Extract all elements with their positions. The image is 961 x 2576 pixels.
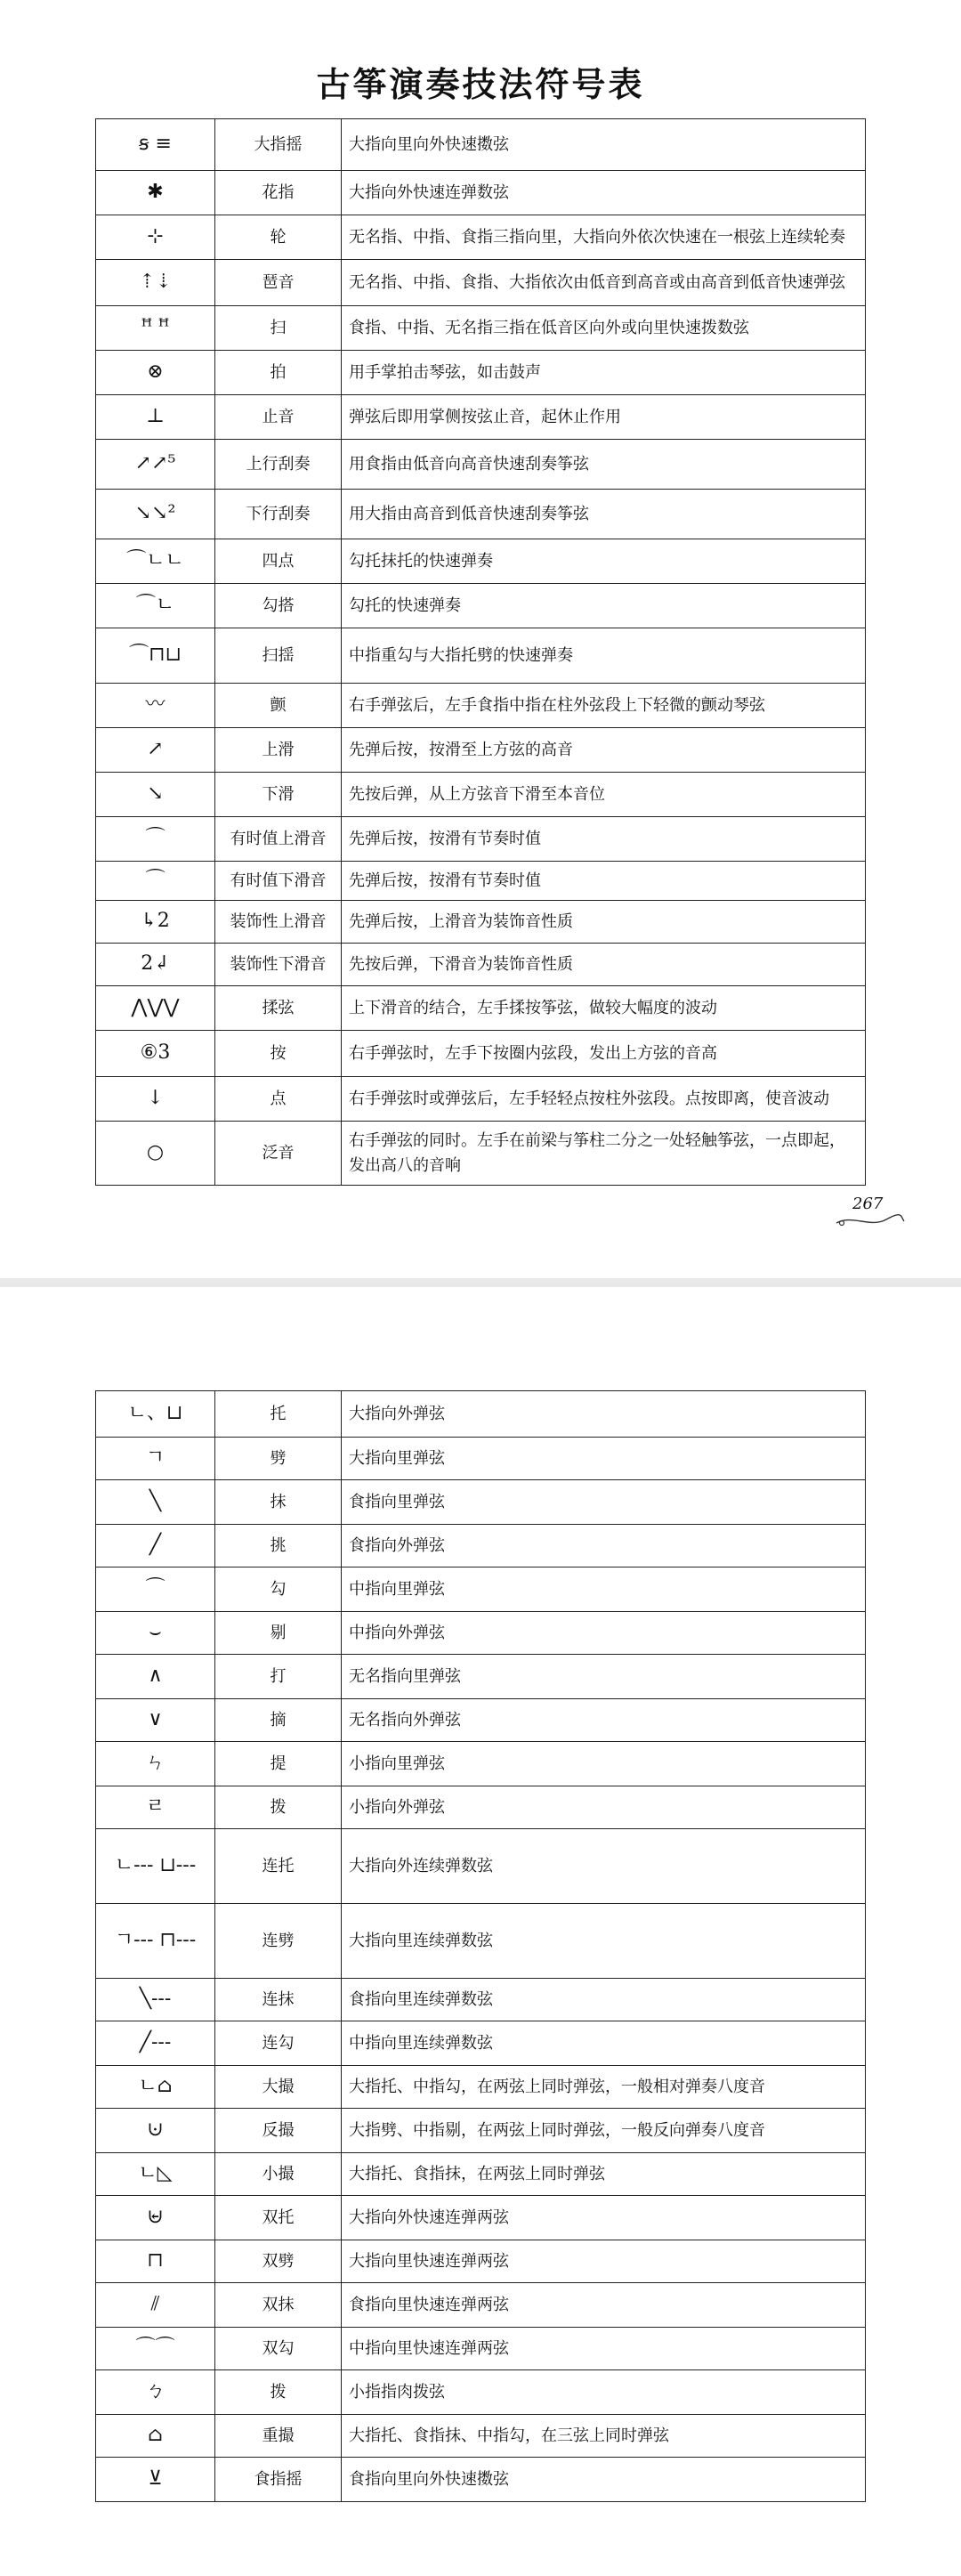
technique-name: 止音	[215, 395, 342, 440]
table-row	[96, 901, 866, 944]
technique-symbol-icon: ㄴ、⊔	[127, 1401, 183, 1424]
technique-name: 连托	[215, 1829, 342, 1904]
technique-symbol-icon: ⊌	[147, 2205, 164, 2228]
symbol-cell	[96, 1699, 215, 1742]
technique-symbol-icon: ⌒	[145, 1576, 166, 1600]
technique-name: 轮	[215, 215, 342, 260]
symbol-cell	[96, 1979, 215, 2021]
symbol-cell	[96, 901, 215, 944]
technique-symbol-icon: 2↲	[141, 952, 170, 975]
technique-description: 大指托、食指抹、中指勾，在三弦上同时弹弦	[342, 2415, 866, 2458]
technique-symbol-icon: ╲---	[139, 1987, 172, 2010]
technique-name: 反撮	[215, 2109, 342, 2153]
technique-name: 抹	[215, 1480, 342, 1525]
table-row	[96, 1525, 866, 1567]
technique-name: 小撮	[215, 2153, 342, 2196]
symbol-cell	[96, 2196, 215, 2240]
table-row	[96, 2021, 866, 2066]
table-row	[96, 440, 866, 490]
technique-name: 上行刮奏	[215, 440, 342, 490]
technique-name: 下行刮奏	[215, 490, 342, 539]
technique-description: 勾托的快速弹奏	[342, 584, 866, 628]
table-row	[96, 1829, 866, 1904]
technique-description: 先按后弹，从上方弦音下滑至本音位	[342, 773, 866, 817]
symbol-cell	[96, 1391, 215, 1438]
table-row	[96, 2066, 866, 2109]
technique-description: 小指向里弹弦	[342, 1742, 866, 1786]
technique-symbol-icon: ⑥3	[140, 1041, 171, 1064]
technique-name: 勾	[215, 1567, 342, 1612]
symbol-cell	[96, 351, 215, 395]
technique-name: 提	[215, 1742, 342, 1786]
symbol-cell	[96, 2370, 215, 2415]
technique-description: 食指向里连续弹数弦	[342, 1979, 866, 2021]
technique-description: 大指向外连续弹数弦	[342, 1829, 866, 1904]
symbol-cell	[96, 1077, 215, 1122]
technique-name: 双劈	[215, 2240, 342, 2283]
symbol-cell	[96, 2153, 215, 2196]
technique-description: 无名指向里弹弦	[342, 1655, 866, 1699]
technique-description: 勾托抹托的快速弹奏	[342, 539, 866, 584]
technique-description: 用大指由高音到低音快速刮奏筝弦	[342, 490, 866, 539]
technique-name: 挑	[215, 1525, 342, 1567]
technique-description: 大指向外快速连弹两弦	[342, 2196, 866, 2240]
symbol-cell	[96, 817, 215, 862]
technique-symbol-icon: ↘	[147, 782, 164, 805]
table-row	[96, 1742, 866, 1786]
table-row	[96, 986, 866, 1031]
technique-symbol-icon: ⌂	[148, 2423, 163, 2446]
table-row	[96, 1480, 866, 1525]
technique-name: 泛音	[215, 1122, 342, 1186]
symbol-cell	[96, 440, 215, 490]
symbol-cell	[96, 1031, 215, 1077]
technique-description: 大指向外快速连弹数弦	[342, 171, 866, 215]
table-row	[96, 119, 866, 171]
technique-symbol-icon: ㄱ	[145, 1446, 166, 1469]
technique-description: 大指向里弹弦	[342, 1438, 866, 1480]
table-row	[96, 1699, 866, 1742]
technique-name: 琶音	[215, 260, 342, 306]
table-row	[96, 1031, 866, 1077]
technique-description: 大指劈、中指剔，在两弦上同时弹弦，一般反向弹奏八度音	[342, 2109, 866, 2153]
technique-symbol-icon: ⌒	[145, 868, 166, 891]
technique-name: 打	[215, 1655, 342, 1699]
table-row	[96, 2196, 866, 2240]
technique-description: 中指向里弹弦	[342, 1567, 866, 1612]
technique-description: 用食指由低音向高音快速刮奏筝弦	[342, 440, 866, 490]
technique-name: 装饰性下滑音	[215, 944, 342, 986]
technique-name: 劈	[215, 1438, 342, 1480]
technique-name: 双勾	[215, 2328, 342, 2370]
symbol-cell	[96, 1525, 215, 1567]
technique-symbol-icon: ⌒ㄴ	[135, 593, 175, 616]
table-row	[96, 2458, 866, 2502]
page-number-ornament	[835, 1195, 906, 1230]
technique-symbol-icon: ꞩ ≡	[139, 132, 172, 155]
technique-symbol-icon: 〰	[145, 693, 166, 716]
symbol-cell	[96, 2066, 215, 2109]
technique-symbol-icon: ✱	[147, 180, 164, 203]
technique-name: 勾搭	[215, 584, 342, 628]
technique-description: 上下滑音的结合，左手揉按筝弦，做较大幅度的波动	[342, 986, 866, 1031]
technique-symbol-icon: ⌒ㄴㄴ	[126, 548, 184, 571]
technique-name: 连抹	[215, 1979, 342, 2021]
technique-description: 食指向里向外快速擞弦	[342, 2458, 866, 2502]
symbol-cell	[96, 1904, 215, 1979]
technique-name: 装饰性上滑音	[215, 901, 342, 944]
technique-name: 颤	[215, 684, 342, 728]
technique-name: 托	[215, 1391, 342, 1438]
table-row	[96, 1077, 866, 1122]
technique-name: 上滑	[215, 728, 342, 773]
symbol-cell	[96, 1612, 215, 1655]
technique-symbol-icon: ╲	[149, 1489, 162, 1512]
technique-name: 摘	[215, 1699, 342, 1742]
symbol-cell	[96, 1567, 215, 1612]
symbol-cell	[96, 986, 215, 1031]
technique-symbol-icon: ∧	[148, 1664, 163, 1687]
symbol-cell	[96, 773, 215, 817]
technique-description: 中指向里快速连弹两弦	[342, 2328, 866, 2370]
technique-symbol-icon: ↗↗⁵	[134, 451, 176, 474]
technique-symbol-icon: ⊓	[147, 2248, 164, 2272]
technique-name: 点	[215, 1077, 342, 1122]
technique-description: 食指向里弹弦	[342, 1480, 866, 1525]
technique-name: 双托	[215, 2196, 342, 2240]
technique-description: 右手弹弦的同时。左手在前梁与筝柱二分之一处轻触筝弦，一点即起，发出高八的音响	[342, 1122, 866, 1186]
table-row	[96, 944, 866, 986]
symbol-cell	[96, 119, 215, 171]
technique-description: 小指向外弹弦	[342, 1786, 866, 1829]
technique-name: 拨	[215, 1786, 342, 1829]
technique-symbol-icon: ꟸ ꟸ	[141, 315, 170, 338]
symbol-cell	[96, 1742, 215, 1786]
symbol-cell	[96, 584, 215, 628]
symbol-cell	[96, 2415, 215, 2458]
technique-name: 剔	[215, 1612, 342, 1655]
table-row	[96, 306, 866, 351]
symbol-cell	[96, 215, 215, 260]
technique-description: 中指向里连续弹数弦	[342, 2021, 866, 2066]
technique-symbol-icon: ╱	[149, 1533, 162, 1556]
technique-symbol-icon: ⌣	[149, 1620, 162, 1643]
symbol-cell	[96, 2109, 215, 2153]
technique-description: 食指、中指、无名指三指在低音区向外或向里快速拨数弦	[342, 306, 866, 351]
technique-description: 大指向里连续弹数弦	[342, 1904, 866, 1979]
technique-symbol-icon: ↳2	[141, 909, 170, 932]
technique-name: 有时值上滑音	[215, 817, 342, 862]
technique-description: 中指重勾与大指托劈的快速弹奏	[342, 628, 866, 684]
symbol-cell	[96, 490, 215, 539]
technique-description: 食指向里快速连弹两弦	[342, 2283, 866, 2328]
technique-symbol-icon: ∨	[148, 1707, 163, 1730]
table-row	[96, 628, 866, 684]
technique-symbol-icon: ㄴ◺	[138, 2161, 173, 2184]
technique-symbol-icon: ⋀⋁⋁	[131, 995, 180, 1018]
technique-name: 按	[215, 1031, 342, 1077]
technique-symbol-icon: ⇡⇣	[139, 270, 172, 293]
technique-description: 无名指、中指、食指三指向里，大指向外依次快速在一根弦上连续轮奏	[342, 215, 866, 260]
technique-name: 四点	[215, 539, 342, 584]
table-row	[96, 1612, 866, 1655]
technique-description: 大指向里向外快速擞弦	[342, 119, 866, 171]
symbol-cell	[96, 2021, 215, 2066]
table-row	[96, 2328, 866, 2370]
technique-symbol-icon: ⌒	[145, 826, 166, 849]
technique-name: 花指	[215, 171, 342, 215]
table-row	[96, 260, 866, 306]
table-row	[96, 684, 866, 728]
technique-description: 大指向里快速连弹两弦	[342, 2240, 866, 2283]
table-row	[96, 395, 866, 440]
table-row	[96, 2240, 866, 2283]
technique-name: 连勾	[215, 2021, 342, 2066]
table-row	[96, 1567, 866, 1612]
table-row	[96, 1438, 866, 1480]
technique-symbol-icon: ↘↘²	[134, 501, 176, 524]
technique-name: 双抹	[215, 2283, 342, 2328]
technique-name: 扫	[215, 306, 342, 351]
symbol-cell	[96, 728, 215, 773]
technique-description: 无名指、中指、食指、大指依次由低音到高音或由高音到低音快速弹弦	[342, 260, 866, 306]
technique-description: 小指指肉拨弦	[342, 2370, 866, 2415]
table-row	[96, 1786, 866, 1829]
page-title: 古筝演奏技法符号表	[316, 64, 645, 104]
table-row	[96, 817, 866, 862]
symbol-cell	[96, 395, 215, 440]
technique-name: 连劈	[215, 1904, 342, 1979]
symbol-cell	[96, 684, 215, 728]
table-body	[96, 119, 866, 1186]
technique-description: 先弹后按，按滑至上方弦的高音	[342, 728, 866, 773]
technique-symbol-icon: ⌒⌒	[135, 2336, 175, 2359]
technique-name: 重撮	[215, 2415, 342, 2458]
technique-symbol-icon: ㄹ	[145, 1794, 166, 1818]
table-row	[96, 2153, 866, 2196]
symbol-cell	[96, 306, 215, 351]
technique-symbol-icon: ○	[146, 1140, 165, 1163]
table-row	[96, 2415, 866, 2458]
technique-description: 大指托、食指抹，在两弦上同时弹弦	[342, 2153, 866, 2196]
table-row	[96, 2370, 866, 2415]
table-body	[96, 1391, 866, 2502]
symbol-cell	[96, 2240, 215, 2283]
technique-symbol-icon: ㄅ	[145, 2379, 166, 2402]
technique-symbol-icon: ⫽	[150, 2292, 160, 2315]
symbol-cell	[96, 1829, 215, 1904]
technique-description: 用手掌拍击琴弦，如击鼓声	[342, 351, 866, 395]
technique-symbol-icon: ⊻	[148, 2467, 163, 2490]
symbol-cell	[96, 628, 215, 684]
table-row	[96, 862, 866, 901]
technique-description: 大指托、中指勾，在两弦上同时弹弦，一般相对弹奏八度音	[342, 2066, 866, 2109]
technique-name: 下滑	[215, 773, 342, 817]
technique-symbol-icon: ⊍	[147, 2118, 164, 2141]
symbol-cell	[96, 539, 215, 584]
symbol-cell	[96, 260, 215, 306]
flourish-icon	[835, 1212, 906, 1228]
technique-symbol-icon: ⊥	[146, 404, 165, 427]
table-row	[96, 584, 866, 628]
technique-name: 拨	[215, 2370, 342, 2415]
technique-name: 扫揺	[215, 628, 342, 684]
technique-description: 中指向外弹弦	[342, 1612, 866, 1655]
technique-name: 拍	[215, 351, 342, 395]
page-268	[0, 1287, 961, 2576]
technique-name: 大指摇	[215, 119, 342, 171]
technique-symbol-icon: ⊗	[147, 360, 164, 383]
table-row	[96, 490, 866, 539]
table-row	[96, 773, 866, 817]
technique-symbol-icon: ↓	[147, 1086, 164, 1109]
technique-symbol-icon: ⊹	[147, 224, 164, 247]
symbol-cell	[96, 1655, 215, 1699]
technique-name: 有时值下滑音	[215, 862, 342, 901]
table-row	[96, 539, 866, 584]
technique-description: 先弹后按，上滑音为装饰音性质	[342, 901, 866, 944]
technique-symbol-icon: ↗	[147, 737, 164, 760]
technique-symbol-table	[95, 118, 866, 1186]
table-row	[96, 728, 866, 773]
technique-description: 大指向外弹弦	[342, 1391, 866, 1438]
technique-description: 无名指向外弹弦	[342, 1699, 866, 1742]
technique-symbol-table-continued	[95, 1390, 866, 2502]
table-row	[96, 1655, 866, 1699]
table-row	[96, 351, 866, 395]
table-row	[96, 2283, 866, 2328]
technique-symbol-icon: ㄴ⌂	[138, 2074, 173, 2097]
technique-symbol-icon: ╱---	[139, 2030, 172, 2054]
technique-symbol-icon: ㄴ--- ⊔---	[114, 1853, 197, 1876]
technique-name: 食指摇	[215, 2458, 342, 2502]
technique-description: 先按后弹，下滑音为装饰音性质	[342, 944, 866, 986]
technique-description: 右手弹弦时，左手下按圈内弦段，发出上方弦的音高	[342, 1031, 866, 1077]
table-row	[96, 1979, 866, 2021]
technique-description: 先弹后按，按滑有节奏时值	[342, 817, 866, 862]
symbol-cell	[96, 2458, 215, 2502]
symbol-cell	[96, 1438, 215, 1480]
symbol-cell	[96, 2283, 215, 2328]
technique-name: 大撮	[215, 2066, 342, 2109]
symbol-cell	[96, 862, 215, 901]
technique-description: 右手弹弦时或弹弦后，左手轻轻点按柱外弦段。点按即离，使音波动	[342, 1077, 866, 1122]
symbol-cell	[96, 944, 215, 986]
table-row	[96, 1391, 866, 1438]
technique-symbol-icon: ⌒⊓⊔	[129, 643, 182, 666]
symbol-cell	[96, 171, 215, 215]
technique-description: 弹弦后即用掌侧按弦止音，起休止作用	[342, 395, 866, 440]
symbol-cell	[96, 1480, 215, 1525]
table-row	[96, 1904, 866, 1979]
technique-description: 右手弹弦后，左手食指中指在柱外弦段上下轻微的颤动琴弦	[342, 684, 866, 728]
table-row	[96, 1122, 866, 1186]
table-row	[96, 215, 866, 260]
table-row	[96, 171, 866, 215]
page-number: 267	[852, 1195, 884, 1213]
technique-description: 先弹后按，按滑有节奏时值	[342, 862, 866, 901]
technique-symbol-icon: ㄣ	[145, 1751, 166, 1774]
symbol-cell	[96, 2328, 215, 2370]
symbol-cell	[96, 1122, 215, 1186]
technique-name: 揉弦	[215, 986, 342, 1031]
symbol-cell	[96, 1786, 215, 1829]
table-row	[96, 2109, 866, 2153]
technique-symbol-icon: ㄱ--- ⊓---	[114, 1928, 197, 1951]
page-267	[0, 0, 961, 1278]
technique-description: 食指向外弹弦	[342, 1525, 866, 1567]
